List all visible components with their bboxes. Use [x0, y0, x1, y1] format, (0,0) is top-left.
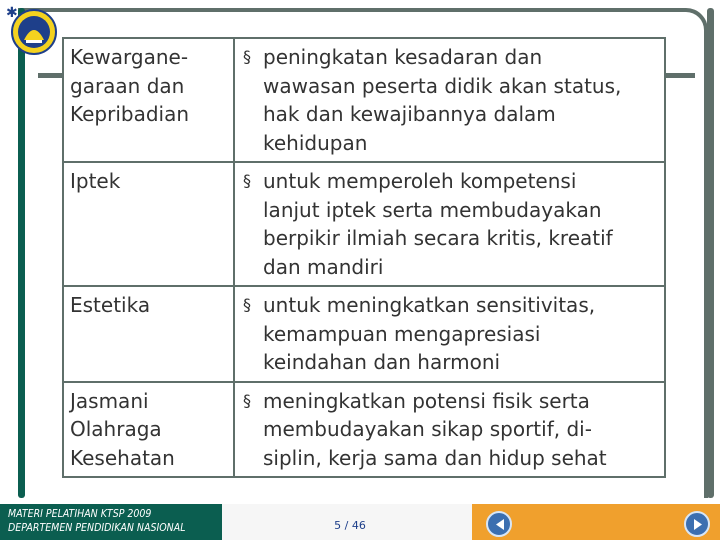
prev-slide-button[interactable]	[486, 511, 512, 537]
description-line: hak dan kewajibannya dalam	[263, 102, 556, 126]
subject-line: Kesehatan	[70, 445, 175, 470]
description-line: siplin, kerja sama dan hidup sehat	[263, 445, 607, 470]
subject-line: Kewargane-	[70, 45, 189, 69]
frame-vertical-right	[707, 8, 714, 498]
description-line: membudayakan sikap sportif, di-	[263, 417, 592, 441]
page-number: 5 / 46	[334, 519, 366, 532]
next-arrow-icon	[692, 518, 704, 531]
description-line: dan mandiri	[263, 254, 384, 279]
description-line: berpikir ilmiah secara kritis, kreatif	[263, 226, 613, 250]
description-line: untuk meningkatkan sensitivitas,	[263, 293, 596, 317]
subject-cell	[63, 286, 234, 382]
description-cell	[234, 286, 665, 382]
table-row	[63, 382, 665, 478]
footer-caption	[8, 507, 220, 535]
subject-line: Kepribadian	[70, 102, 190, 126]
description-line: lanjut iptek serta membudayakan	[263, 197, 602, 222]
description-line: meningkatkan potensi fisik serta	[263, 388, 590, 413]
footer-line-1: MATERI PELATIHAN KTSP 2009	[8, 508, 152, 520]
table-row	[63, 38, 665, 162]
subject-cell	[63, 162, 234, 286]
description-cell	[234, 38, 665, 162]
subject-line: Jasmani	[70, 388, 149, 413]
description-cell	[234, 382, 665, 478]
subject-cell	[63, 38, 234, 162]
star-icon: ✱	[6, 5, 18, 21]
subject-cell	[63, 382, 234, 478]
description-line: untuk memperoleh kompetensi	[263, 169, 577, 193]
subject-line: Iptek	[70, 169, 121, 193]
bullet-icon: §	[243, 390, 251, 410]
subject-line: Olahraga	[70, 417, 162, 441]
next-slide-button[interactable]	[684, 511, 710, 537]
description-line: keindahan dan harmoni	[263, 350, 501, 374]
curriculum-table	[62, 37, 666, 478]
bullet-icon: §	[243, 171, 251, 190]
table-row	[63, 286, 665, 382]
bullet-icon: §	[243, 295, 251, 314]
subject-line: Estetika	[70, 293, 151, 317]
frame-vertical-left	[18, 8, 25, 498]
description-line: kehidupan	[263, 130, 368, 155]
description-line: kemampuan mengapresiasi	[263, 321, 541, 346]
subject-line: garaan dan	[70, 73, 185, 98]
description-cell	[234, 162, 665, 286]
description-line: peningkatan kesadaran dan	[263, 45, 543, 69]
logo	[6, 6, 60, 58]
table-row	[63, 162, 665, 286]
description-line: wawasan peserta didik akan status,	[263, 73, 622, 98]
bullet-icon: §	[243, 47, 251, 66]
prev-arrow-icon	[494, 518, 506, 531]
footer-line-2: DEPARTEMEN PENDIDIKAN NASIONAL	[8, 522, 186, 534]
